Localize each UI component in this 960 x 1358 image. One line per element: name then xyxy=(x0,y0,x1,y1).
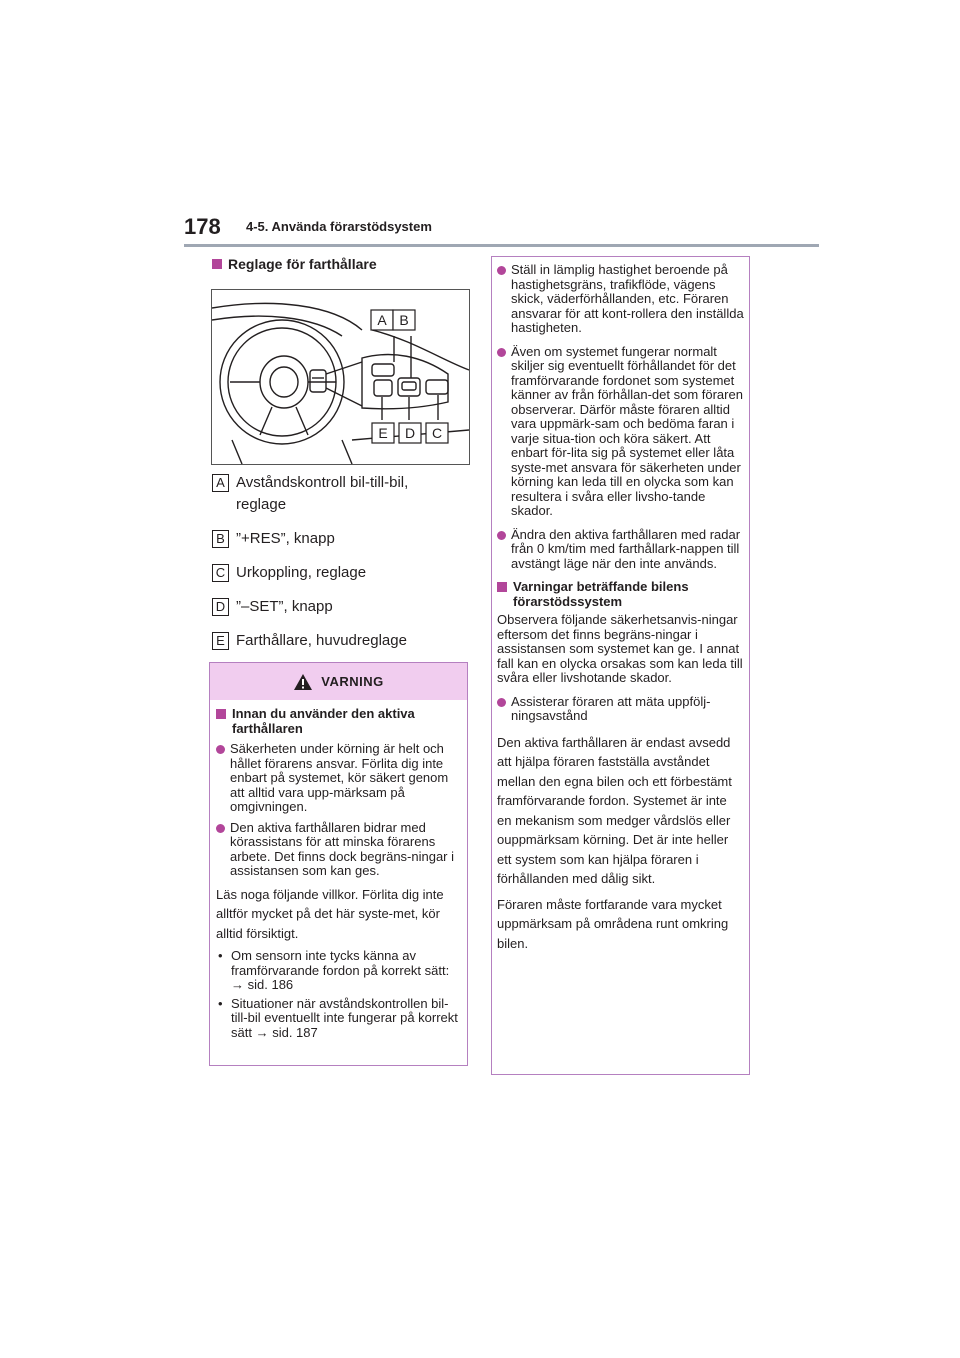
warning-list-item xyxy=(216,997,461,1041)
right-bullet xyxy=(497,263,744,336)
chapter-title: 4-5. Använda förarstödsystem xyxy=(246,219,432,234)
warning-bullet-text: Säkerheten under körning är helt och hållet förarens ansvar. Förlita dig inte enbart på systemet, kör säkert genom att alltid vara upp-märksam på omgivningen. xyxy=(230,741,449,814)
page-number: 178 xyxy=(184,214,221,239)
round-bullet-icon xyxy=(497,531,506,540)
warning-subheading-text: Innan du använder den aktiva farthållaren xyxy=(232,706,415,736)
round-bullet-icon xyxy=(216,745,225,754)
callout-e: E xyxy=(378,425,388,441)
warning-list-text: Situationer när avståndskontrollen bil-till-bil eventuellt inte fungerar på korrekt sätt → sid. 187 xyxy=(231,995,458,1040)
arrow-right-icon: → xyxy=(231,977,248,992)
right-bullet-text: Ändra den aktiva farthållaren med radar från 0 km/tim med farthållark-nappen till avstängt läge när den inte används. xyxy=(511,526,741,571)
square-bullet-icon xyxy=(216,709,226,719)
square-bullet-icon xyxy=(212,259,222,269)
legend-key: A xyxy=(212,474,229,492)
legend-item xyxy=(212,472,462,516)
round-bullet-icon xyxy=(497,266,506,275)
right-subheading-text: Varningar beträffande bilens förarstödssystem xyxy=(513,579,689,609)
legend-item xyxy=(212,596,462,618)
legend-key: D xyxy=(212,598,229,616)
right-bullet-text: Ställ in lämplig hastighet beroende på hastighetsgräns, trafikflöde, vägens skick, väderförhållanden, etc. Föraren ansvarar för att kont-rollera den inställda hastigheten. xyxy=(511,262,744,335)
warning-bullet xyxy=(216,821,461,879)
callout-a: A xyxy=(377,312,387,328)
arrow-right-icon: → xyxy=(255,1024,273,1040)
header-rule xyxy=(184,244,819,247)
right-bullet-text: Assisterar föraren att mäta uppfölj-ningsavstånd xyxy=(511,693,711,723)
callout-c: C xyxy=(431,425,443,441)
legend-key: E xyxy=(212,632,229,650)
right-bullet-text: Även om systemet fungerar normalt skiljer sig eventuellt förhållandet för det framförvarande fordonet som systemet känner av från förhållan-det som föraren observerar. Därför måste föraren alltid vara uppmärk-sam och bedöma faran i varje situa-tion och köra säkert. Att enbart för-lita sig på systemet eller låta syste-met ansvara för säkerheten under körning kan leda till en olycka som kan resultera i svåra eller livsho-tande skador. xyxy=(511,343,743,518)
warning-triangle-icon xyxy=(293,673,313,691)
round-bullet-icon xyxy=(497,348,506,357)
square-bullet-icon xyxy=(497,582,507,592)
warning-paragraph: Läs noga följande villkor. Förlita dig inte alltför mycket på det här syste-met, kör alltid försiktigt. xyxy=(216,886,444,941)
legend-text: ”–SET”, knapp xyxy=(236,598,333,615)
warning-header xyxy=(210,663,467,700)
round-bullet-icon xyxy=(497,698,506,707)
section-heading xyxy=(212,256,377,272)
right-bullet xyxy=(497,695,744,724)
legend-text: Farthållare, huvudreglage xyxy=(236,632,407,649)
callout-d: D xyxy=(404,425,416,441)
right-bullet xyxy=(497,528,744,572)
warning-list-item xyxy=(216,949,461,993)
steering-wheel-figure xyxy=(211,289,470,465)
right-subheading xyxy=(497,580,744,609)
callout-b: B xyxy=(399,312,409,328)
warning-bullet xyxy=(216,742,461,815)
warning-box xyxy=(209,662,468,1066)
legend-key: B xyxy=(212,530,229,548)
legend-item xyxy=(212,528,462,550)
warning-subheading xyxy=(216,707,461,736)
right-paragraph: Observera följande säkerhetsanvis-ningar eftersom det finns begräns-ningar i assistansen som systemet kan ge. I annat fall kan en olycka orsakas som kan leda till svåra eller livshotande skador. xyxy=(497,612,743,685)
warning-body xyxy=(210,700,467,1040)
legend-text: Urkoppling, reglage xyxy=(236,564,367,581)
list-bullet: • xyxy=(218,995,223,1011)
page-reference: sid. 187 xyxy=(272,1024,318,1040)
legend-item xyxy=(212,562,462,584)
page-reference: sid. 186 xyxy=(247,977,294,992)
legend-text: ”+RES”, knapp xyxy=(236,530,335,547)
warning-title: VARNING xyxy=(321,674,384,689)
section-heading-text: Reglage för farthållare xyxy=(228,256,377,272)
round-bullet-icon xyxy=(216,824,225,833)
right-paragraph: Den aktiva farthållaren är endast avsedd att hjälpa föraren fastställa avståndet mellan den egna bilen och ett förbestämt framförvarande fordon. Systemet är inte en mekanism som medger vårdslös eller ouppmärksam körning. Det är inte heller ett system som kan hjälpa föraren i förhållanden med dålig sikt. xyxy=(497,734,732,886)
warning-bullet-text: Den aktiva farthållaren bidrar med körassistans för att minska förarens arbete. Det finns dock begräns-ningar i assistansen som kan ges. xyxy=(230,819,455,878)
warning-list-text: Om sensorn inte tycks känna av framförvarande fordon på korrekt sätt: → sid. 186 xyxy=(231,948,450,992)
figure-legend xyxy=(212,472,462,664)
right-paragraph: Föraren måste fortfarande vara mycket uppmärksam på områdena runt omkring bilen. xyxy=(497,896,729,951)
right-bullet xyxy=(497,345,744,519)
steering-wheel-illustration xyxy=(212,290,469,464)
right-warning-continuation xyxy=(491,256,750,1075)
legend-key: C xyxy=(212,564,229,582)
legend-item xyxy=(212,630,462,652)
list-bullet: • xyxy=(218,948,223,963)
legend-text: Avståndskontroll bil-till-bil, reglage xyxy=(236,474,409,513)
